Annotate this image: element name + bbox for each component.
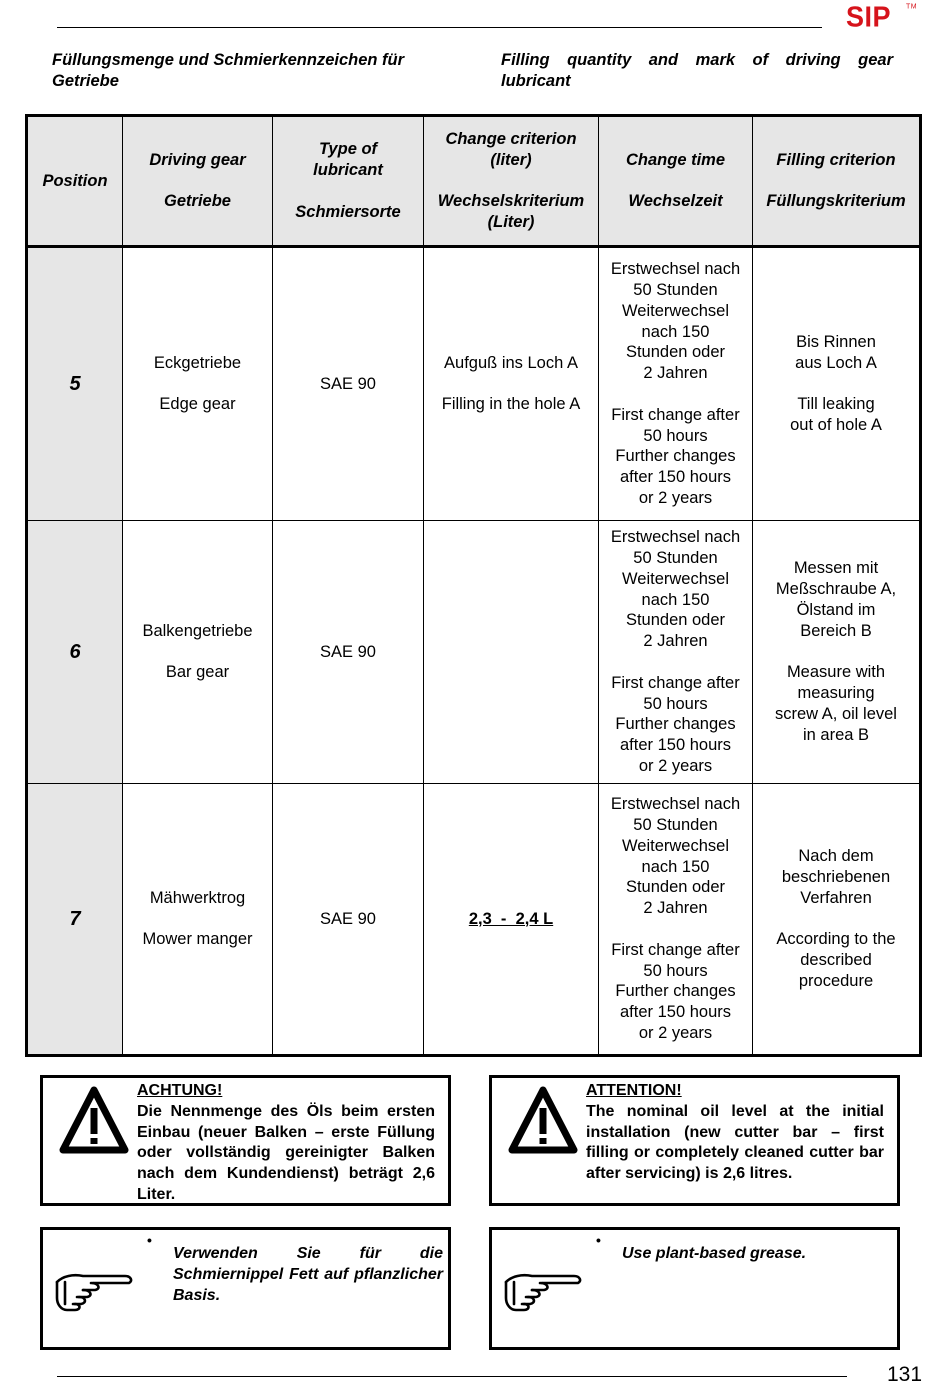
pointing-hand-icon: [502, 1268, 584, 1314]
col-header-change-time: Change time Wechselzeit: [599, 116, 753, 247]
lubricant-table: [25, 114, 922, 1057]
filling-criterion-cell: Nach dem beschriebenen Verfahren According to the described procedure: [753, 784, 921, 1056]
table-row: [27, 247, 921, 521]
warning-heading-german: ACHTUNG!: [137, 1082, 223, 1099]
sip-logo: SIP TM: [846, 1, 918, 33]
col-header-filling-criterion: Filling criterion Füllungskriterium: [753, 116, 921, 247]
change-criterion-cell: 2,3 - 2,4 L: [424, 784, 599, 1056]
col-header-lubricant: Type of lubricant Schmiersorte: [273, 116, 424, 247]
page-number: 131: [887, 1363, 923, 1386]
col-header-driving-gear: Driving gear Getriebe: [123, 116, 273, 247]
title-german: Füllungsmenge und Schmierkennzeichen für Getriebe: [52, 51, 405, 90]
note-text-english: Use plant-based grease.: [622, 1245, 807, 1262]
note-text-german: Verwenden Sie für die Schmiernippel Fett auf pflanzlicher Basis.: [173, 1245, 443, 1304]
filling-criterion-cell: Messen mit Meßschraube A, Ölstand im Bereich B Measure with measuring screw A, oil level in area B: [753, 521, 921, 784]
warning-heading-english: ATTENTION!: [586, 1082, 682, 1099]
header-rule: [57, 27, 822, 28]
warning-triangle-icon: [508, 1086, 578, 1154]
table-row: [27, 784, 921, 1056]
lubricant-cell: SAE 90: [273, 784, 424, 1056]
warning-triangle-icon: [59, 1086, 129, 1154]
table-header-row: [27, 116, 921, 247]
lubricant-cell: SAE 90: [273, 521, 424, 784]
col-header-change-criterion: Change criterion (liter) Wechselskriterium (Liter): [424, 116, 599, 247]
footer-rule: [57, 1376, 847, 1377]
warning-body-english: The nominal oil level at the initial installation (new cutter bar – first filling or completely cleaned cutter bar after servicing) is 2,6 litres.: [586, 1102, 884, 1183]
position-cell: 5: [27, 247, 123, 521]
title-english: Filling quantity and mark of driving gear lubricant: [501, 51, 893, 90]
change-criterion-cell: [424, 521, 599, 784]
col-header-position: Position: [27, 116, 123, 247]
driving-gear-cell: Eckgetriebe Edge gear: [123, 247, 273, 521]
warning-text-german: [137, 1081, 435, 1206]
note-box-german: [40, 1227, 451, 1350]
pointing-hand-icon: [53, 1268, 135, 1314]
trademark-symbol: TM: [906, 3, 918, 11]
position-cell: 7: [27, 784, 123, 1056]
warning-body-german: Die Nennmenge des Öls beim ersten Einbau (neuer Balken – erste Füllung oder vollständig gereinigter Balken nach dem Kundendienst) beträgt 2,6 Liter.: [137, 1102, 435, 1203]
change-time-cell: Erstwechsel nach 50 Stunden Weiterwechsel nach 150 Stunden oder 2 Jahren First change after 50 hours Further changes after 150 hours or 2 years: [599, 521, 753, 784]
warning-box-german: [40, 1075, 451, 1206]
bullet-marker: •: [147, 1232, 152, 1248]
change-time-cell: Erstwechsel nach 50 Stunden Weiterwechsel nach 150 Stunden oder 2 Jahren First change after 50 hours Further changes after 150 hours or 2 years: [599, 784, 753, 1056]
driving-gear-cell: Balkengetriebe Bar gear: [123, 521, 273, 784]
change-criterion-cell: Aufguß ins Loch A Filling in the hole A: [424, 247, 599, 521]
bullet-marker: •: [596, 1232, 601, 1248]
table-row: [27, 521, 921, 784]
note-box-english: [489, 1227, 900, 1350]
warning-text-english: [586, 1081, 884, 1185]
change-time-cell: Erstwechsel nach 50 Stunden Weiterwechsel nach 150 Stunden oder 2 Jahren First change after 50 hours Further changes after 150 hours or 2 years: [599, 247, 753, 521]
driving-gear-cell: Mähwerktrog Mower manger: [123, 784, 273, 1056]
filling-criterion-cell: Bis Rinnen aus Loch A Till leaking out of hole A: [753, 247, 921, 521]
position-cell: 6: [27, 521, 123, 784]
warning-box-english: [489, 1075, 900, 1206]
lubricant-cell: SAE 90: [273, 247, 424, 521]
